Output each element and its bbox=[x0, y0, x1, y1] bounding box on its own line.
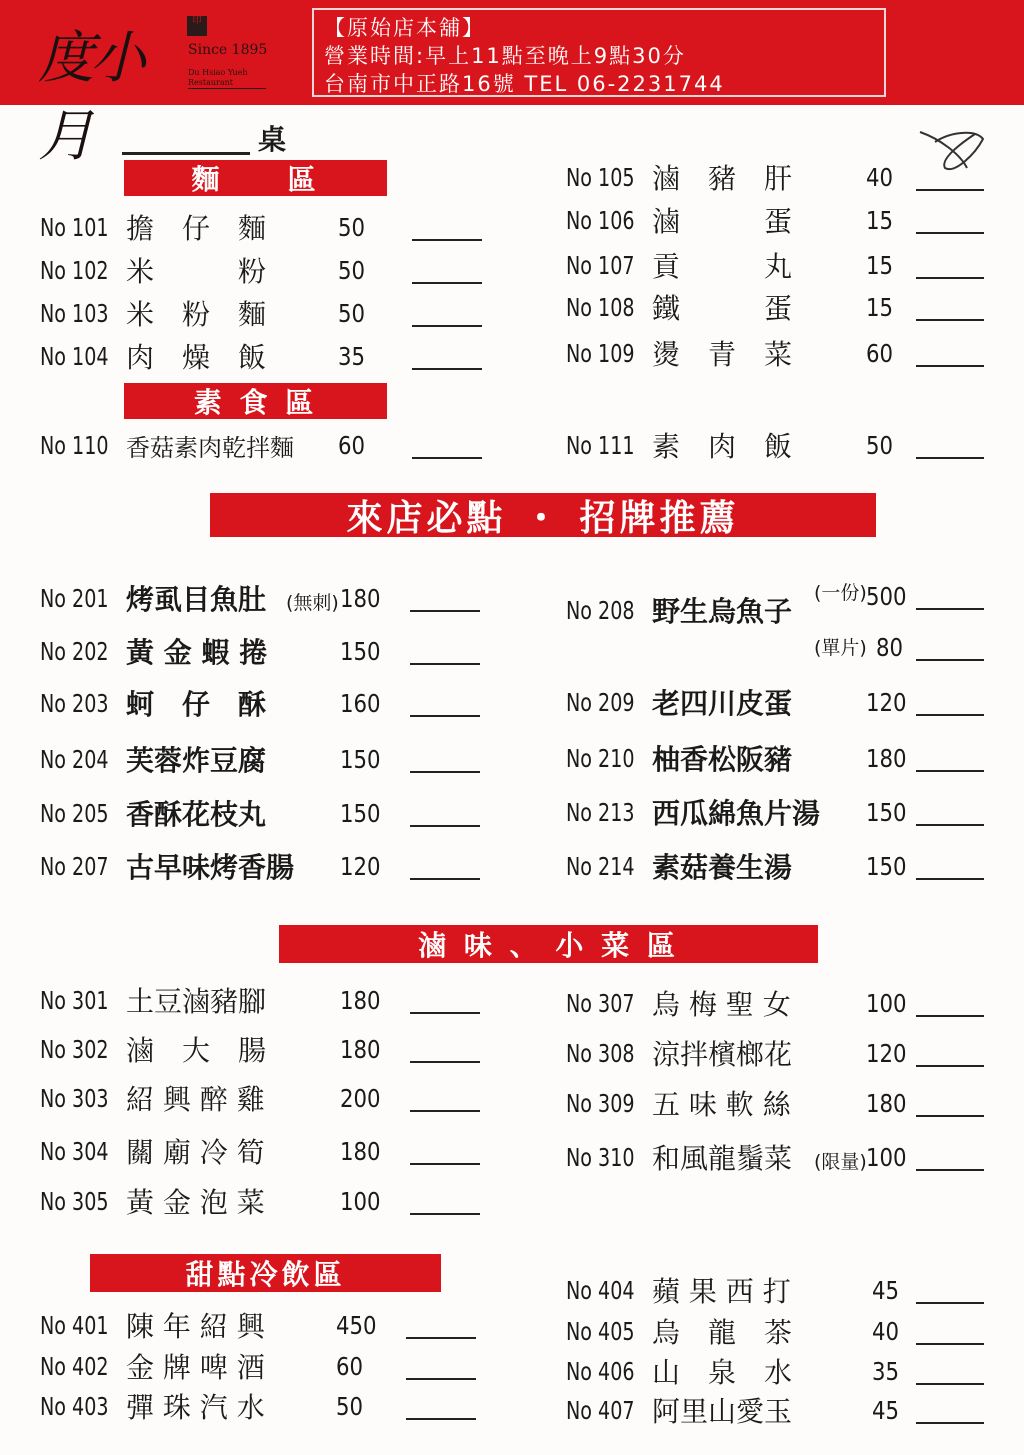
item-name: 芙蓉炸豆腐 bbox=[126, 744, 267, 777]
menu-item-305[interactable] bbox=[40, 1181, 490, 1221]
section-noodles: 麵 區 bbox=[124, 160, 387, 196]
item-number: No 103 bbox=[40, 298, 109, 328]
item-number: No 303 bbox=[40, 1083, 109, 1113]
item-name: 柚香松阪豬 bbox=[652, 743, 793, 776]
item-price: 50 bbox=[866, 430, 894, 460]
item-price: 50 bbox=[336, 1391, 364, 1421]
menu-item-308[interactable] bbox=[566, 1033, 996, 1073]
item-number: No 406 bbox=[566, 1356, 635, 1386]
item-name: 滷 蛋 bbox=[652, 205, 793, 238]
menu-item-207[interactable] bbox=[40, 846, 490, 886]
seal-stamp: 印 bbox=[187, 16, 207, 36]
item-price: 150 bbox=[866, 851, 907, 881]
menu-item-404[interactable] bbox=[566, 1270, 996, 1310]
quantity-line[interactable] bbox=[916, 365, 984, 367]
store-address: 台南市中正路16號 TEL 06-2231744 bbox=[324, 72, 725, 96]
item-name: 古早味烤香腸 bbox=[126, 851, 295, 884]
item-price: 150 bbox=[340, 798, 381, 828]
quantity-line[interactable] bbox=[410, 715, 480, 717]
quantity-line[interactable] bbox=[406, 1378, 476, 1380]
item-number: No 305 bbox=[40, 1186, 109, 1216]
item-price: 50 bbox=[338, 255, 366, 285]
item-name: 香菇素肉乾拌麵 bbox=[126, 433, 294, 462]
item-name: 滷 大 腸 bbox=[126, 1034, 267, 1067]
item-price: 160 bbox=[340, 688, 381, 718]
item-name: 燙 青 菜 bbox=[652, 338, 793, 371]
quantity-line[interactable] bbox=[916, 457, 984, 459]
item-number: No 210 bbox=[566, 743, 635, 773]
menu-item-103[interactable] bbox=[40, 293, 490, 333]
item-number: No 213 bbox=[566, 797, 635, 827]
item-price: 120 bbox=[340, 851, 381, 881]
quantity-line[interactable] bbox=[916, 1015, 984, 1017]
menu-item-110[interactable] bbox=[40, 425, 490, 465]
quantity-line[interactable] bbox=[410, 771, 480, 773]
item-number: No 207 bbox=[40, 851, 109, 881]
item-name: 黃 金 蝦 捲 bbox=[126, 636, 268, 669]
item-name: 素菇養生湯 bbox=[652, 851, 793, 884]
item-number: No 107 bbox=[566, 250, 635, 280]
item-number: No 101 bbox=[40, 212, 109, 242]
item-number: No 109 bbox=[566, 338, 635, 368]
menu-item-203[interactable] bbox=[40, 683, 490, 723]
item-number: No 201 bbox=[40, 583, 109, 613]
item-number: No 401 bbox=[40, 1310, 109, 1340]
item-number: No 209 bbox=[566, 687, 635, 717]
item-name: 關 廟 冷 筍 bbox=[126, 1136, 265, 1169]
item-number: No 214 bbox=[566, 851, 635, 881]
item-price: 50 bbox=[338, 298, 366, 328]
restaurant-logo: 度小月 bbox=[38, 26, 142, 169]
quantity-line[interactable] bbox=[916, 1169, 984, 1171]
item-name: 蚵 仔 酥 bbox=[126, 688, 267, 721]
quantity-line[interactable] bbox=[916, 189, 984, 191]
item-name: 彈 珠 汽 水 bbox=[126, 1391, 265, 1424]
quantity-line[interactable] bbox=[410, 663, 480, 665]
item-number: No 208 bbox=[566, 595, 635, 625]
item-name: 米 粉 麵 bbox=[126, 298, 267, 331]
menu-item-301[interactable] bbox=[40, 980, 490, 1020]
quantity-line[interactable] bbox=[916, 878, 984, 880]
item-name: 米 粉 bbox=[126, 255, 267, 288]
menu-item-402[interactable] bbox=[40, 1346, 490, 1386]
quantity-line[interactable] bbox=[410, 1213, 480, 1215]
item-price: 35 bbox=[338, 341, 366, 371]
item-number: No 308 bbox=[566, 1038, 635, 1068]
item-price: 180 bbox=[866, 743, 907, 773]
item-price: 180 bbox=[340, 985, 381, 1015]
quantity-line[interactable] bbox=[406, 1418, 476, 1420]
quantity-line[interactable] bbox=[410, 825, 480, 827]
quantity-line[interactable] bbox=[406, 1337, 476, 1339]
item-price: 60 bbox=[866, 338, 894, 368]
item-number: No 102 bbox=[40, 255, 109, 285]
quantity-line[interactable] bbox=[412, 368, 482, 370]
quantity-line[interactable] bbox=[916, 277, 984, 279]
item-number: No 203 bbox=[40, 688, 109, 718]
item-name: 野生烏魚子 bbox=[652, 595, 793, 628]
quantity-line[interactable] bbox=[916, 1422, 984, 1424]
quantity-line[interactable] bbox=[916, 659, 984, 661]
item-price: 60 bbox=[336, 1351, 364, 1381]
menu-item-401[interactable] bbox=[40, 1305, 490, 1345]
quantity-line[interactable] bbox=[410, 610, 480, 612]
item-note: (限量) bbox=[814, 1151, 867, 1173]
since-label: Since 1895 bbox=[188, 42, 268, 58]
item-price: 180 bbox=[340, 1034, 381, 1064]
item-price: 40 bbox=[872, 1316, 900, 1346]
item-price: 200 bbox=[340, 1083, 381, 1113]
quantity-line[interactable] bbox=[916, 770, 984, 772]
menu-item-204[interactable] bbox=[40, 739, 490, 779]
item-price: 150 bbox=[340, 636, 381, 666]
item-number: No 108 bbox=[566, 292, 635, 322]
item-price: 180 bbox=[340, 583, 381, 613]
menu-item-303[interactable] bbox=[40, 1078, 490, 1118]
item-name: 阿里山愛玉 bbox=[652, 1395, 793, 1428]
menu-item-407[interactable] bbox=[566, 1390, 996, 1430]
quantity-line[interactable] bbox=[410, 1110, 480, 1112]
item-price: 15 bbox=[866, 292, 894, 322]
menu-header bbox=[0, 0, 1024, 169]
item-number: No 105 bbox=[566, 162, 635, 192]
item-price: 80 bbox=[876, 632, 904, 662]
item-number: No 110 bbox=[40, 430, 109, 460]
section-signature: 來店必點 ・ 招牌推薦 bbox=[210, 493, 876, 537]
quantity-line[interactable] bbox=[410, 1163, 480, 1165]
quantity-line[interactable] bbox=[916, 714, 984, 716]
item-name: 西瓜綿魚片湯 bbox=[652, 797, 821, 830]
menu-item-105[interactable] bbox=[566, 157, 996, 197]
quantity-line[interactable] bbox=[410, 1012, 480, 1014]
quantity-line[interactable] bbox=[916, 1115, 984, 1117]
item-number: No 309 bbox=[566, 1088, 635, 1118]
item-name: 土豆滷豬腳 bbox=[126, 985, 267, 1018]
item-note: (一份) bbox=[814, 582, 867, 604]
menu-item-213[interactable] bbox=[566, 792, 996, 832]
item-price: 500 bbox=[866, 581, 907, 611]
item-price: 100 bbox=[866, 988, 907, 1018]
item-name: 和風龍鬚菜 bbox=[652, 1142, 793, 1175]
item-name: 鐵 蛋 bbox=[652, 292, 793, 325]
quantity-line[interactable] bbox=[916, 1065, 984, 1067]
item-price: 15 bbox=[866, 205, 894, 235]
menu-item-208-single-price[interactable] bbox=[566, 627, 996, 667]
quantity-line[interactable] bbox=[916, 1383, 984, 1385]
item-price: 180 bbox=[866, 1088, 907, 1118]
store-title: 【原始店本舖】 bbox=[324, 16, 485, 40]
quantity-line[interactable] bbox=[412, 457, 482, 459]
item-number: No 111 bbox=[566, 430, 635, 460]
item-name: 烏 梅 聖 女 bbox=[652, 988, 791, 1021]
section-braised: 滷 味 、 小 菜 區 bbox=[279, 925, 818, 963]
quantity-line[interactable] bbox=[916, 608, 984, 610]
item-price: 45 bbox=[872, 1395, 900, 1425]
item-price: 180 bbox=[340, 1136, 381, 1166]
menu-item-102[interactable] bbox=[40, 250, 490, 290]
quantity-line[interactable] bbox=[412, 282, 482, 284]
menu-item-310[interactable] bbox=[566, 1137, 996, 1177]
item-number: No 302 bbox=[40, 1034, 109, 1064]
item-name: 烤虱目魚肚 bbox=[126, 583, 267, 616]
item-name: 金 牌 啤 酒 bbox=[126, 1351, 265, 1384]
item-name: 貢 丸 bbox=[652, 250, 793, 283]
item-name: 素 肉 飯 bbox=[652, 430, 793, 463]
restaurant-english-name: Du Hsiao Yueh Restaurant bbox=[188, 68, 266, 89]
quantity-line[interactable] bbox=[916, 319, 984, 321]
item-name: 擔 仔 麵 bbox=[126, 212, 267, 245]
item-name: 山 泉 水 bbox=[652, 1356, 793, 1389]
menu-item-205[interactable] bbox=[40, 793, 490, 833]
item-name: 香酥花枝丸 bbox=[126, 798, 267, 831]
item-number: No 404 bbox=[566, 1275, 635, 1305]
item-number: No 205 bbox=[40, 798, 109, 828]
business-hours: 營業時間:早上11點至晚上9點30分 bbox=[324, 44, 686, 68]
item-number: No 202 bbox=[40, 636, 109, 666]
store-info-box bbox=[312, 8, 886, 97]
quantity-line[interactable] bbox=[916, 824, 984, 826]
menu-item-309[interactable] bbox=[566, 1083, 996, 1123]
item-name: 蘋 果 西 打 bbox=[652, 1275, 791, 1308]
menu-item-104[interactable] bbox=[40, 336, 490, 376]
menu-item-214[interactable] bbox=[566, 846, 996, 886]
item-name: 紹 興 醉 雞 bbox=[126, 1083, 265, 1116]
menu-item-106[interactable] bbox=[566, 200, 996, 240]
item-name: 五 味 軟 絲 bbox=[652, 1088, 791, 1121]
menu-item-201[interactable] bbox=[40, 578, 490, 618]
item-price: 15 bbox=[866, 250, 894, 280]
menu-item-304[interactable] bbox=[40, 1131, 490, 1171]
quantity-line[interactable] bbox=[410, 1061, 480, 1063]
quantity-line[interactable] bbox=[916, 1302, 984, 1304]
item-name: 陳 年 紹 興 bbox=[126, 1310, 265, 1343]
section-vegetarian: 素 食 區 bbox=[124, 383, 387, 419]
table-label: 桌 bbox=[258, 123, 287, 156]
item-number: No 301 bbox=[40, 985, 109, 1015]
item-name: 烏 龍 茶 bbox=[652, 1316, 793, 1349]
menu-item-109[interactable] bbox=[566, 333, 996, 373]
menu-item-209[interactable] bbox=[566, 682, 996, 722]
item-name: 老四川皮蛋 bbox=[652, 687, 793, 720]
item-price: 450 bbox=[336, 1310, 377, 1340]
item-price: 45 bbox=[872, 1275, 900, 1305]
item-number: No 104 bbox=[40, 341, 109, 371]
menu-item-108[interactable] bbox=[566, 287, 996, 327]
quantity-line[interactable] bbox=[916, 1343, 984, 1345]
item-note: (單片) bbox=[814, 637, 867, 659]
item-price: 35 bbox=[872, 1356, 900, 1386]
item-number: No 407 bbox=[566, 1395, 635, 1425]
item-price: 120 bbox=[866, 1038, 907, 1068]
quantity-line[interactable] bbox=[410, 878, 480, 880]
item-price: 50 bbox=[338, 212, 366, 242]
item-note: (無刺) bbox=[286, 592, 339, 614]
menu-item-307[interactable] bbox=[566, 983, 996, 1023]
item-price: 100 bbox=[866, 1142, 907, 1172]
item-number: No 403 bbox=[40, 1391, 109, 1421]
menu-item-302[interactable] bbox=[40, 1029, 490, 1069]
item-number: No 204 bbox=[40, 744, 109, 774]
section-dessert-drinks: 甜點冷飲區 bbox=[90, 1254, 441, 1292]
item-number: No 106 bbox=[566, 205, 635, 235]
menu-item-101[interactable] bbox=[40, 207, 490, 247]
menu-item-107[interactable] bbox=[566, 245, 996, 285]
item-number: No 402 bbox=[40, 1351, 109, 1381]
item-price: 120 bbox=[866, 687, 907, 717]
menu-item-208-full-price[interactable] bbox=[566, 576, 996, 616]
item-price: 100 bbox=[340, 1186, 381, 1216]
menu-item-210[interactable] bbox=[566, 738, 996, 778]
menu-item-406[interactable] bbox=[566, 1351, 996, 1391]
item-price: 60 bbox=[338, 430, 366, 460]
item-number: No 304 bbox=[40, 1136, 109, 1166]
item-name: 黃 金 泡 菜 bbox=[126, 1186, 265, 1219]
menu-item-403[interactable] bbox=[40, 1386, 490, 1426]
item-name: 滷 豬 肝 bbox=[652, 162, 793, 195]
item-price: 150 bbox=[866, 797, 907, 827]
menu-item-202[interactable] bbox=[40, 631, 490, 671]
item-price: 150 bbox=[340, 744, 381, 774]
menu-item-405[interactable] bbox=[566, 1311, 996, 1351]
item-price: 40 bbox=[866, 162, 894, 192]
quantity-line[interactable] bbox=[412, 239, 482, 241]
menu-item-111[interactable] bbox=[566, 425, 996, 465]
item-number: No 307 bbox=[566, 988, 635, 1018]
item-name: 肉 燥 飯 bbox=[126, 341, 267, 374]
item-number: No 310 bbox=[566, 1142, 635, 1172]
quantity-line[interactable] bbox=[916, 232, 984, 234]
item-name: 涼拌檳榔花 bbox=[652, 1038, 793, 1071]
quantity-line[interactable] bbox=[412, 325, 482, 327]
table-number-field[interactable] bbox=[122, 118, 250, 155]
item-number: No 405 bbox=[566, 1316, 635, 1346]
